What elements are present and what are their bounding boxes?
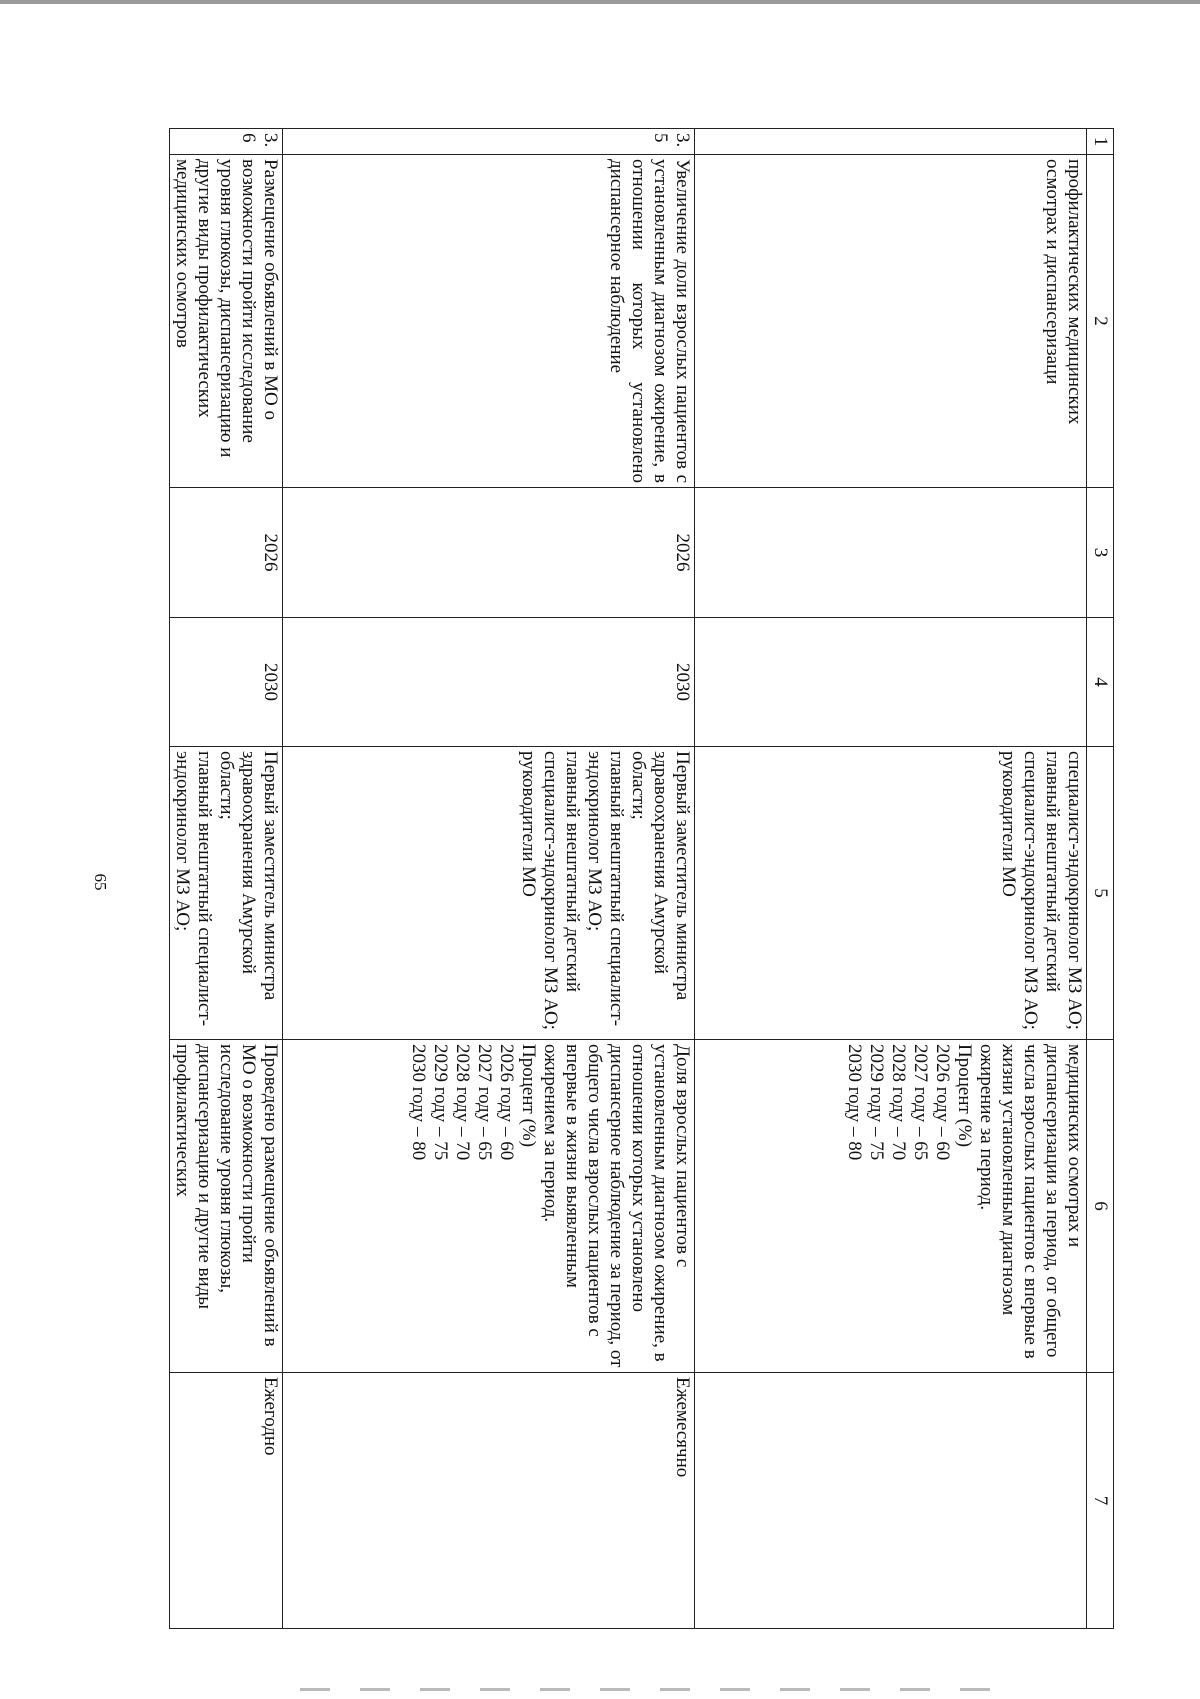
start-year-cell: 2026 xyxy=(283,488,695,618)
table-row xyxy=(283,129,695,1629)
event-cell: Размещение объявлений в МО о возможности пройти исследование уровня глюкозы, диспансеризацию и другие виды профилактических медицинских осмотров xyxy=(170,155,283,488)
row-number: 3.5 xyxy=(283,129,695,155)
indicator-cell: медицинских осмотрах и диспансеризации за период, от общего числа взрослых пациентов с впервые в жизни установленным диагнозом ожирение за период. Процент (%) 2026 году – 60 2027 году – 65 2028 году – 70 2029 году – 75 2030 году – 80 xyxy=(695,1040,1087,1373)
event-cell: профилактических медицинских осмотрах и диспансеризаци xyxy=(695,155,1087,488)
column-header: 1 xyxy=(1087,129,1114,155)
indicator-cell: Проведено размещение объявлений в МО о возможности пройти исследование уровня глюкозы, диспансеризацию и другие виды профилактических xyxy=(170,1040,283,1373)
end-year-cell xyxy=(695,618,1087,747)
start-year-cell: 2026 xyxy=(170,488,283,618)
table-row xyxy=(170,129,283,1629)
start-year-cell xyxy=(695,488,1087,618)
indicator-cell: Доля взрослых пациентов с установленным диагнозом ожирение, в отношении которых установлено диспансерное наблюдение за период, от общего числа взрослых пациентов с впервые в жизни выявленным ожирением за период. Процент (%) 2026 году – 60 2027 году – 65 2028 году – 70 2029 году – 75 2030 году – 80 xyxy=(283,1040,695,1373)
responsible-cell: Первый заместитель министра здравоохранения Амурской области; главный внештатный специалист-эндокринолог МЗ АО; главный внештатный детский специалист-эндокринолог МЗ АО; руководители МО xyxy=(283,747,695,1040)
column-header: 6 xyxy=(1087,1040,1114,1373)
column-header: 7 xyxy=(1087,1373,1114,1629)
periodicity-cell: Ежегодно xyxy=(170,1373,283,1629)
table-row xyxy=(695,129,1087,1629)
column-header: 2 xyxy=(1087,155,1114,488)
rotated-table-container xyxy=(172,128,1114,1628)
scan-bottom-marks xyxy=(300,1688,1020,1691)
end-year-cell: 2030 xyxy=(283,618,695,747)
measures-table xyxy=(169,128,1114,1629)
column-header: 3 xyxy=(1087,488,1114,618)
periodicity-cell xyxy=(695,1373,1087,1629)
page-number: 65 xyxy=(91,873,110,891)
row-number xyxy=(695,129,1087,155)
column-header: 5 xyxy=(1087,747,1114,1040)
row-number: 3.6 xyxy=(170,129,283,155)
end-year-cell: 2030 xyxy=(170,618,283,747)
header-row xyxy=(1087,129,1114,1629)
responsible-cell: Первый заместитель министра здравоохранения Амурской области; главный внештатный специалист-эндокринолог МЗ АО; xyxy=(170,747,283,1040)
event-cell: Увеличение доли взрослых пациентов с установленным диагнозом ожирение, в отношении которых установлено диспансерное наблюдение xyxy=(283,155,695,488)
responsible-cell: специалист-эндокринолог МЗ АО; главный внештатный детский специалист-эндокринолог МЗ АО; руководители МО xyxy=(695,747,1087,1040)
scan-top-edge xyxy=(0,0,1200,4)
column-header: 4 xyxy=(1087,618,1114,747)
periodicity-cell: Ежемесячно xyxy=(283,1373,695,1629)
